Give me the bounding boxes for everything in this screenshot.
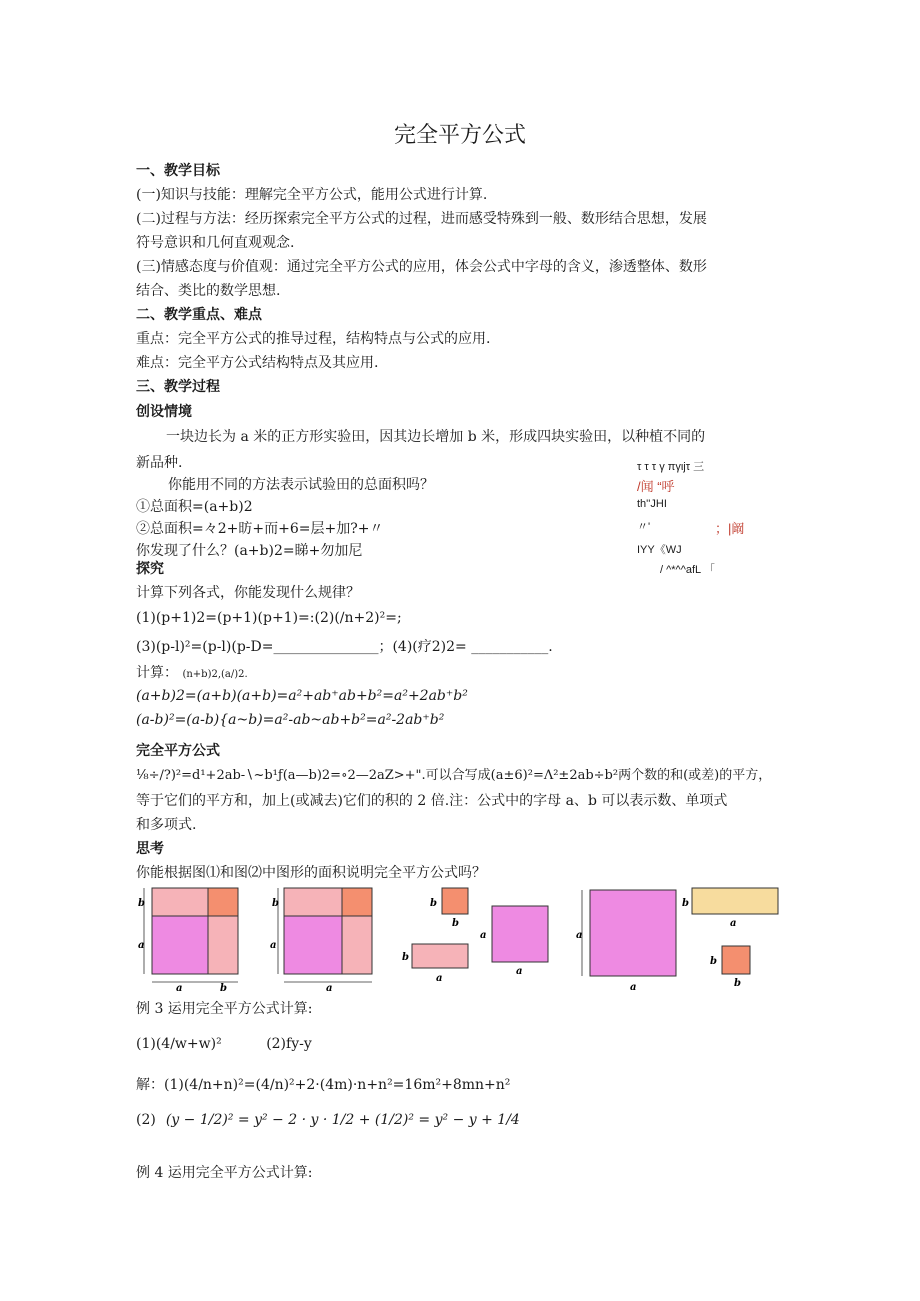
side-note-4b: ；|阚 — [715, 521, 745, 536]
fig4-label-a-side: a — [576, 930, 583, 941]
figure-1 — [138, 888, 238, 994]
calc-3 — [136, 662, 248, 682]
fig3-label-b-bottom: b — [452, 918, 459, 929]
fig4-label-a-2: a — [730, 918, 737, 929]
calc-3-expr: (n+b)2,(a/)2. — [182, 669, 248, 680]
fig4-label-a-bottom: a — [630, 982, 637, 993]
formula-line-2: 等于它们的平方和，加上(或减去)它们的积的 2 倍.注：公式中的字母 a、b 可以表示数、单项式 — [136, 793, 728, 809]
formula-heading: 完全平方公式 — [136, 743, 220, 759]
think-question: 你能根据图⑴和图⑵中图形的面积说明完全平方公式吗？ — [136, 865, 486, 881]
difficulty: 难点：完全平方公式结构特点及其应用. — [136, 355, 379, 371]
page-title: 完全平方公式 — [393, 123, 526, 148]
solution-2 — [136, 1112, 520, 1128]
formula-diff: (a-b)²=(a-b){a~b)=a²-ab~ab+b²=a²-2ab⁺b² — [136, 712, 445, 728]
example-3-items: (1)(4∕w+w)² (2)fy-y — [136, 1036, 312, 1052]
side-note-2: /闻 “呼 — [637, 479, 675, 494]
goal-3-line-1: (三)情感态度与价值观：通过完全平方公式的应用，体会公式中字母的含义，渗透整体、数形 — [136, 259, 707, 275]
fig1-label-b: b — [138, 898, 145, 909]
side-note-6: / ^*^^afL 「 — [660, 564, 715, 576]
question: 你能用不同的方法表示试验田的总面积吗？ — [168, 477, 434, 493]
fig1-label-a-bottom: a — [176, 983, 183, 994]
think-heading: 思考 — [136, 841, 164, 857]
fig4-label-b: b — [682, 898, 689, 909]
explore-heading: 探究 — [136, 561, 164, 577]
scene-line-1: 一块边长为 a 米的正方形实验田，因其边长增加 b 米，形成四块实验田，以种植不同的 — [166, 429, 706, 445]
goal-2-line-2: 符号意识和几何直观观念. — [136, 235, 295, 251]
example-4: 例 4 运用完全平方公式计算: — [136, 1165, 313, 1181]
goal-2-line-1: (二)过程与方法：经历探索完全平方公式的过程，进而感受特殊到一般、数形结合思想，发展 — [136, 211, 707, 227]
fig4-label-b-2: b — [710, 956, 717, 967]
side-note-4a: 〃' — [637, 521, 651, 533]
scene-heading: 创设情境 — [136, 404, 192, 420]
side-note-5: IYY《WJ — [637, 544, 682, 556]
key-point: 重点：完全平方公式的推导过程，结构特点与公式的应用. — [136, 331, 491, 347]
side-note-3: th''JHI — [637, 498, 667, 510]
fig3-label-a-2: a — [436, 973, 443, 984]
calc-2: (3)(p-l)²=(p-l)(p-D=_______________；(4)(疗2)2= ___________. — [136, 639, 553, 655]
calc-1: (1)(p+1)2=(p+1)(p+1)=:(2)(∕n+2)²=; — [136, 610, 402, 626]
square-figures — [136, 884, 786, 994]
fig1-label-b-bottom: b — [220, 983, 227, 994]
formula-sum: (a+b)2=(a+b)(a+b)=a²+ab⁺ab+b²=a²+2ab⁺b² — [136, 688, 468, 704]
figure-4 — [576, 888, 778, 993]
solution-2-label: (2) — [136, 1112, 156, 1128]
goal-3-line-2: 结合、类比的数学思想. — [136, 283, 281, 299]
fig2-label-b: b — [272, 898, 279, 909]
goal-1: (一)知识与技能：理解完全平方公式，能用公式进行计算. — [136, 187, 488, 203]
found-question: 你发现了什么？(a+b)2=睇+勿加尼 — [136, 543, 363, 559]
figure-3 — [402, 888, 548, 984]
side-note-1: τ τ τ γ πγιjτ 三 — [637, 461, 705, 473]
goals-heading: 一、教学目标 — [136, 163, 220, 179]
fig3-label-a-bottom: a — [516, 966, 523, 977]
formula-line-3: 和多项式. — [136, 817, 197, 833]
fig3-label-b: b — [430, 898, 437, 909]
fig2-label-a-bottom: a — [326, 983, 333, 994]
calc-3-prefix: 计算： — [136, 665, 178, 681]
fig3-label-a-side: a — [480, 930, 487, 941]
fig1-label-a: a — [138, 940, 145, 951]
explore-prompt: 计算下列各式，你能发现什么规律？ — [136, 585, 360, 601]
figure-2 — [270, 888, 372, 994]
area-2: ②总面积=々2+昉+而+6=层+加?+〃 — [136, 521, 384, 537]
example-3: 例 3 运用完全平方公式计算: — [136, 1001, 313, 1017]
solution-2-expr: (y − 1/2)² = y² − 2 · y · 1/2 + (1/2)² = y² − y + 1/4 — [165, 1112, 520, 1128]
fig4-label-b-3: b — [734, 978, 741, 989]
fig2-label-a: a — [270, 940, 277, 951]
area-1: ①总面积=(a+b)2 — [136, 499, 253, 515]
formula-line-1: ⅛÷∕?)²=d¹+2ab-∖~b¹ƒ(a—b)2=∘2—2aZ>+".可以合写成(a±6)²=Λ²±2ab÷b²两个数的和(或差)的平方， — [136, 768, 772, 783]
process-heading: 三、教学过程 — [136, 379, 220, 395]
fig3-label-b-2: b — [402, 952, 409, 963]
key-heading: 二、教学重点、难点 — [136, 307, 262, 323]
solution-1: 解：(1)(4∕n+n)²=(4∕n)²+2·(4m)·n+n²=16m²+8mn+n² — [136, 1077, 511, 1093]
scene-line-2: 新品种. — [136, 455, 183, 471]
